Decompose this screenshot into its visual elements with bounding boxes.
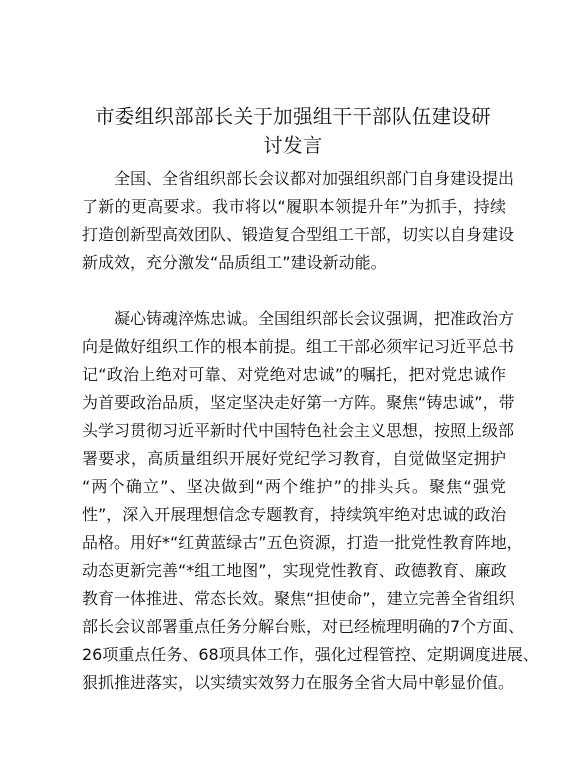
paragraph-2-line-2: 向是做好组织工作的根本前提。组工干部必须牢记习近平总书 xyxy=(82,337,515,356)
paragraph-1-line-1: 全国、全省组织部长会议都对加强组织部门自身建设提出 xyxy=(114,169,515,188)
title-line-1: 市委组织部部长关于加强组干干部队伍建设研 xyxy=(94,105,491,128)
paragraph-1-line-4: 新成效，充分激发“品质组工”建设新动能。 xyxy=(82,253,387,272)
paragraph-2-line-11: 教育一体推进、常态长效。聚焦“担使命”，建立完善全省组织 xyxy=(82,589,515,608)
paragraph-2-line-3: 记“政治上绝对可靠、对党绝对忠诚”的嘱托，把对党忠诚作 xyxy=(82,365,506,384)
paragraph-2-line-12: 部长会议部署重点任务分解台账，对已经梳理明确的7个方面、 xyxy=(82,617,525,636)
paragraph-2-line-1: 凝心铸魂淬炼忠诚。全国组织部长会议强调，把准政治方 xyxy=(114,309,515,328)
paragraph-2-line-6: 署要求，高质量组织开展好党纪学习教育，自觉做坚定拥护 xyxy=(82,449,506,468)
paragraph-1-line-3: 打造创新型高效团队、锻造复合型组工干部，切实以自身建设 xyxy=(82,225,515,244)
title-line-2: 讨发言 xyxy=(263,134,323,157)
paragraph-2-line-14: 狠抓推进落实，以实绩实效努力在服务全省大局中彰显价值。 xyxy=(82,673,515,692)
paragraph-1-line-2: 了新的更高要求。我市将以“履职本领提升年”为抓手，持续 xyxy=(82,197,506,216)
paragraph-2-line-9: 品格。用好*“红黄蓝绿古”五色资源，打造一批党性教育阵地， xyxy=(82,533,523,552)
paragraph-2-line-7: “两个确立”、坚决做到“两个维护”的排头兵。聚焦“强党 xyxy=(82,477,506,496)
paragraph-2-line-10: 动态更新完善“*组工地图”，实现党性教育、政德教育、廉政 xyxy=(82,561,507,580)
paragraph-2-line-4: 为首要政治品质，坚定坚决走好第一方阵。聚焦“铸忠诚”，带 xyxy=(82,393,515,412)
paragraph-2-line-13: 26项重点任务、68项具体工作，强化过程管控、定期调度进展、 xyxy=(82,645,539,664)
document-title xyxy=(80,102,506,160)
paragraph-2-line-5: 头学习贯彻习近平新时代中国特色社会主义思想，按照上级部 xyxy=(82,421,515,440)
paragraph-2-line-8: 性”，深入开展理想信念专题教育，持续筑牢绝对忠诚的政治 xyxy=(82,505,507,524)
